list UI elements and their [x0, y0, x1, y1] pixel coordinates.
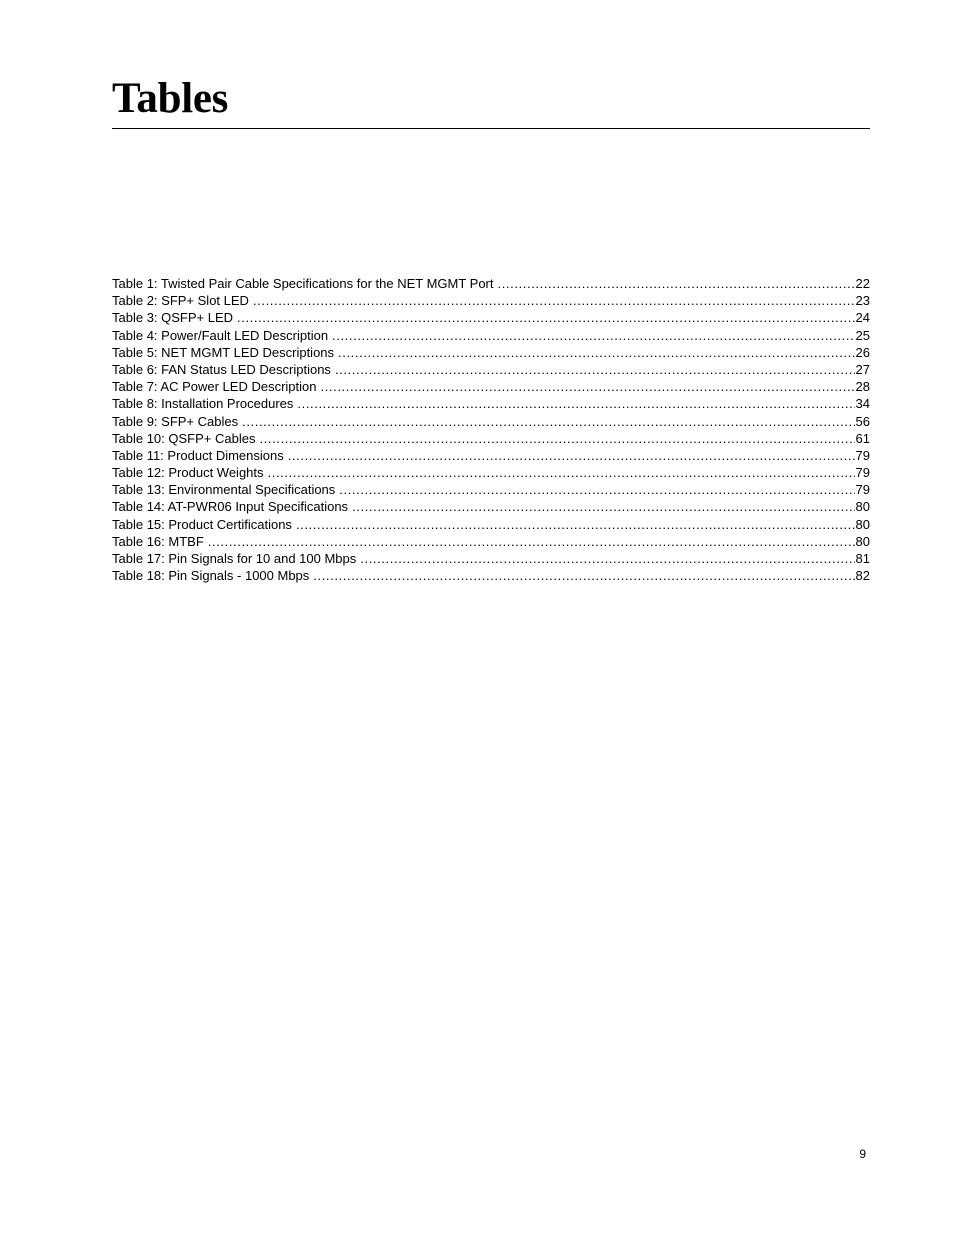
toc-entry[interactable] — [112, 309, 870, 326]
toc-entry[interactable] — [112, 395, 870, 412]
toc-entry[interactable] — [112, 447, 870, 464]
toc-entry[interactable] — [112, 533, 870, 550]
toc-entry-page: 61 — [855, 430, 870, 446]
toc-entry-page: 80 — [855, 533, 870, 549]
toc-entry[interactable] — [112, 567, 870, 584]
toc-entry-label: Table 18: Pin Signals - 1000 Mbps — [112, 568, 310, 584]
toc-entry[interactable] — [112, 430, 870, 447]
toc-entry-label: Table 9: SFP+ Cables — [112, 413, 239, 429]
toc-entry[interactable] — [112, 292, 870, 309]
page-number: 9 — [859, 1147, 866, 1161]
toc-entry-page: 79 — [855, 465, 870, 481]
toc-entry-label: Table 17: Pin Signals for 10 and 100 Mbps — [112, 551, 357, 566]
dot-leader — [320, 378, 854, 395]
dot-leader — [352, 498, 854, 515]
dot-leader — [296, 516, 855, 533]
dot-leader — [268, 464, 855, 481]
toc-entry-page: 79 — [855, 447, 870, 463]
dot-leader — [253, 292, 855, 309]
toc-entry-page: 80 — [855, 516, 870, 532]
toc-entry[interactable] — [112, 361, 870, 378]
toc-entry-page: 79 — [855, 482, 870, 498]
dot-leader — [335, 361, 855, 378]
toc-entry-page: 23 — [855, 293, 870, 309]
toc-entry-page: 82 — [855, 568, 870, 584]
toc-entry-page: 26 — [855, 344, 870, 360]
toc-entry-label: Table 3: QSFP+ LED — [112, 310, 234, 326]
toc-entry-page: 24 — [855, 310, 870, 326]
page-title: Tables — [112, 75, 229, 122]
toc-entry-page: 25 — [855, 327, 870, 343]
toc-entry-label: Table 5: NET MGMT LED Descriptions — [112, 344, 335, 360]
dot-leader — [237, 309, 855, 326]
toc-entry[interactable] — [112, 413, 870, 430]
toc-entry-page: 28 — [855, 379, 870, 395]
toc-entry-page: 56 — [855, 413, 870, 429]
toc-entry[interactable] — [112, 275, 870, 292]
dot-leader — [297, 395, 854, 412]
toc-entry[interactable] — [112, 498, 870, 515]
toc-entry-label: Table 2: SFP+ Slot LED — [112, 293, 249, 309]
dot-leader — [332, 327, 854, 344]
toc-entry-label: Table 4: Power/Fault LED Description — [112, 327, 329, 343]
dot-leader — [360, 550, 854, 567]
toc-entry-label: Table 1: Twisted Pair Cable Specifications for the NET MGMT Port — [112, 276, 494, 291]
dot-leader — [259, 430, 854, 447]
toc-entry-label: Table 7: AC Power LED Description — [112, 379, 317, 395]
dot-leader — [208, 533, 855, 550]
dot-leader — [338, 344, 854, 361]
dot-leader — [242, 413, 854, 430]
toc-entry[interactable] — [112, 464, 870, 481]
toc-entry-page: 22 — [855, 276, 870, 291]
toc-entry-page: 27 — [855, 361, 870, 377]
toc-entry-label: Table 6: FAN Status LED Descriptions — [112, 361, 331, 377]
dot-leader — [498, 275, 855, 292]
toc-entry-page: 81 — [855, 551, 870, 566]
toc-entry-label: Table 8: Installation Procedures — [112, 396, 294, 412]
toc-entry-page: 34 — [855, 396, 870, 412]
title-divider — [112, 128, 870, 129]
toc-entry[interactable] — [112, 344, 870, 361]
toc-entry[interactable] — [112, 516, 870, 533]
dot-leader — [339, 481, 854, 498]
toc-entry-label: Table 10: QSFP+ Cables — [112, 430, 256, 446]
list-of-tables — [112, 275, 870, 584]
toc-entry-label: Table 12: Product Weights — [112, 465, 264, 481]
toc-entry[interactable] — [112, 327, 870, 344]
toc-entry[interactable] — [112, 481, 870, 498]
dot-leader — [288, 447, 855, 464]
dot-leader — [313, 567, 854, 584]
toc-entry[interactable] — [112, 550, 870, 567]
toc-entry-label: Table 15: Product Certifications — [112, 516, 292, 532]
toc-entry-label: Table 16: MTBF — [112, 533, 204, 549]
toc-entry[interactable] — [112, 378, 870, 395]
toc-entry-label: Table 11: Product Dimensions — [112, 447, 284, 463]
toc-entry-label: Table 13: Environmental Specifications — [112, 482, 336, 498]
toc-entry-page: 80 — [855, 499, 870, 515]
toc-entry-label: Table 14: AT-PWR06 Input Specifications — [112, 499, 349, 515]
